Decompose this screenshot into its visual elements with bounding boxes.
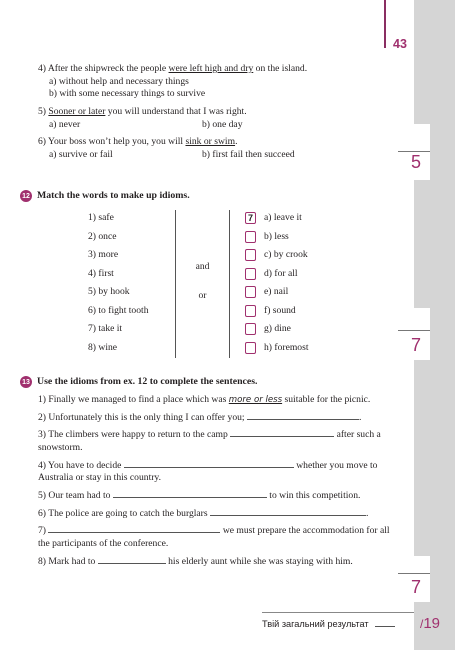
exercise-number-badge: 12 (20, 190, 32, 202)
total-score-label: Твій загальний результат (262, 619, 369, 629)
match-right-item: e) nail (245, 286, 309, 305)
sentence-6: 6) The police are going to catch the burglars . (38, 507, 369, 519)
exercise-13-heading (20, 376, 257, 389)
connector-and: and (195, 261, 210, 272)
sentence-5: 5) Our team had to to win this competition. (38, 489, 361, 501)
option-a[interactable]: a) survive or fail (49, 148, 113, 160)
score-box-7-a (398, 308, 430, 360)
answer-box[interactable] (245, 323, 256, 335)
match-left-item: 8) wine (88, 341, 118, 353)
answer-box[interactable] (245, 305, 256, 317)
answer-blank[interactable] (230, 436, 334, 437)
footer-rule (262, 612, 414, 613)
match-right-item: c) by crook (245, 249, 309, 268)
match-right-column (245, 212, 309, 360)
answer-blank[interactable] (124, 467, 294, 468)
option-b[interactable]: b) with some necessary things to survive (49, 88, 206, 100)
score-value: 7 (411, 577, 422, 597)
match-right-item: d) for all (245, 268, 309, 287)
option-a[interactable]: a) without help and necessary things (49, 75, 189, 87)
idiom-underlined: were left high and dry (168, 63, 254, 74)
answer-box[interactable] (245, 268, 256, 280)
sentence-1: 1) Finally we managed to find a place which was more or less suitable for the picnic. (38, 394, 371, 405)
score-value: 5 (411, 152, 422, 172)
answer-box[interactable]: 7 (245, 212, 256, 224)
answer-blank[interactable] (98, 563, 166, 564)
question-item: 6) Your boss won’t help you, you will sink or swim. a) survive or fail b) first fail then succeed (38, 136, 295, 160)
answer-blank[interactable] (210, 515, 366, 516)
match-left-item: 2) once (88, 230, 117, 242)
total-score-max: /19 (420, 615, 441, 632)
match-left-item: 1) safe (88, 212, 114, 223)
match-right-item: b) less (245, 231, 309, 250)
score-value: 7 (411, 335, 422, 355)
match-right-item: f) sound (245, 305, 309, 324)
score-box-7-b (398, 556, 430, 602)
option-b[interactable]: b) first fail then succeed (202, 148, 295, 160)
answer-box[interactable] (245, 231, 256, 243)
match-left-item: 6) to fight tooth (88, 304, 149, 316)
sentence-3: 3) The climbers were happy to return to the camp after such a snowstorm. (38, 429, 381, 453)
idiom-underlined: sink or swim (185, 136, 236, 148)
match-left-item: 7) take it (88, 323, 123, 334)
answer-blank[interactable] (48, 532, 220, 533)
match-right-item: 7 a) leave it (245, 212, 309, 231)
match-left-item: 4) first (88, 267, 114, 279)
exercise-12-heading (20, 190, 190, 203)
match-connector-column (175, 210, 230, 358)
exercise-title: Use the idioms from ex. 12 to complete the sentences. (37, 376, 258, 387)
sentence-4: 4) You have to decide whether you move to Australia or stay in this country. (38, 459, 378, 484)
question-item: 5) Sooner or later you will understand that I was right. a) never b) one day (38, 105, 247, 130)
page-number: 43 (393, 37, 407, 51)
answer-blank[interactable] (113, 497, 267, 498)
handwritten-answer[interactable]: more or less (228, 395, 283, 405)
answer-blank[interactable] (247, 419, 359, 420)
sentence-8: 8) Mark had to his elderly aunt while she was staying with him. (38, 555, 353, 567)
sentence-7: 7) we must prepare the accommodation for all the participants of the conference. (38, 525, 390, 549)
header-rule (384, 0, 386, 48)
exercise-13-sentences (38, 394, 400, 573)
prev-exercise (38, 63, 398, 167)
connector-or: or (198, 290, 207, 301)
score-box-5 (398, 124, 430, 180)
match-left-column (88, 212, 149, 360)
idiom-underlined: Sooner or later (48, 105, 106, 117)
option-b[interactable]: b) one day (202, 118, 243, 130)
total-score (262, 615, 441, 632)
match-right-item: h) foremost (245, 342, 309, 361)
match-left-item: 5) by hook (88, 286, 130, 297)
match-right-item: g) dine (245, 323, 309, 342)
option-a[interactable]: a) never (49, 118, 81, 130)
answer-box[interactable] (245, 342, 256, 354)
answer-box[interactable] (245, 286, 256, 298)
question-item: 4) After the shipwreck the people were left high and dry on the island. a) without help and necessary things b) with some necessary things to survive (38, 63, 398, 101)
sentence-2: 2) Unfortunately this is the only thing I can offer you; . (38, 411, 362, 423)
exercise-title: Match the words to make up idioms. (37, 190, 190, 201)
match-left-item: 3) more (88, 249, 119, 260)
answer-box[interactable] (245, 249, 256, 261)
total-score-blank[interactable] (375, 626, 395, 627)
exercise-number-badge: 13 (20, 376, 32, 388)
